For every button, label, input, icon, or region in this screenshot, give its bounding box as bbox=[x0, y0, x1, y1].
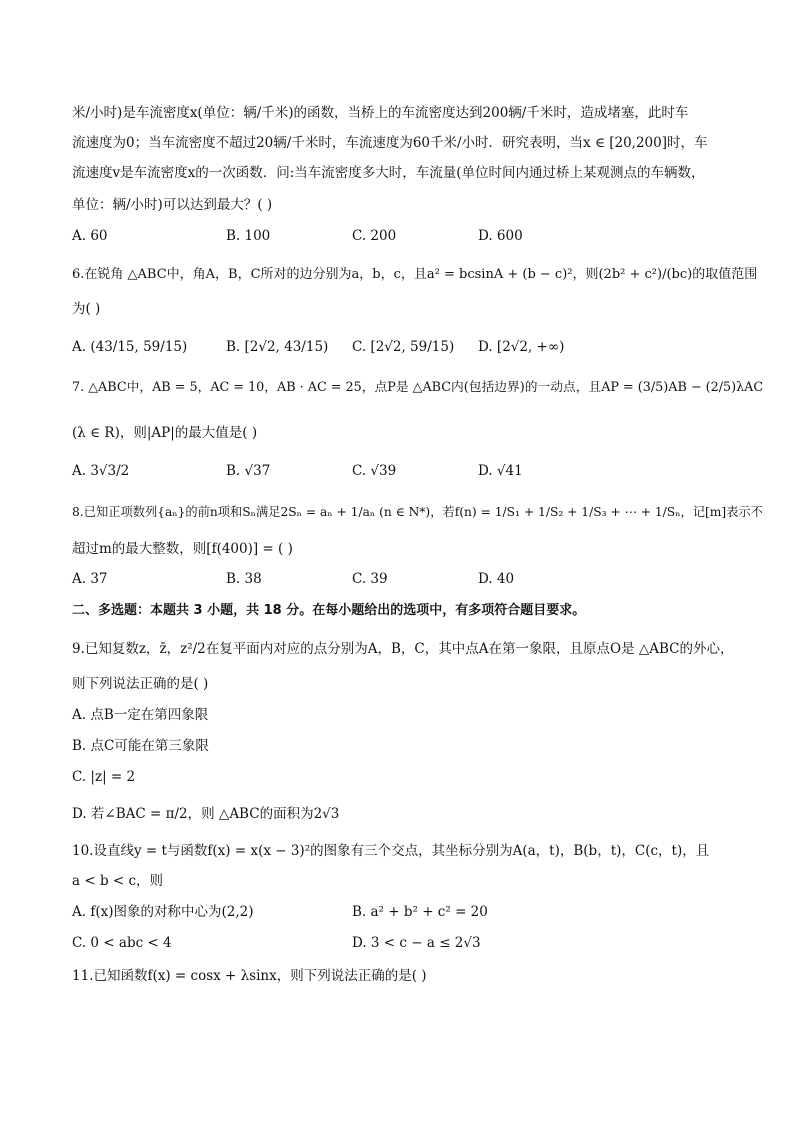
q5-option-d: D. 600 bbox=[478, 228, 523, 244]
q10-option-a: A. f(x)图象的对称中心为(2,2) bbox=[72, 904, 254, 920]
q5-line-3: 流速度v是车流密度x的一次函数．问:当车流密度多大时，车流量(单位时间内通过桥上某观测点的车辆数， bbox=[72, 165, 705, 181]
q7-line-2: (λ ∈ R)，则|AP|的最大值是( ) bbox=[72, 425, 258, 441]
q7-option-a: A. 3√3/2 bbox=[72, 463, 130, 479]
q5-line-2: 流速度为0；当车流密度不超过20辆/千米时，车流速度为60千米/小时．研究表明，当x ∈ [20,200]时，车 bbox=[72, 135, 708, 151]
q8-option-a: A. 37 bbox=[72, 571, 108, 587]
q5-line-4: 单位：辆/小时)可以达到最大？( ) bbox=[72, 197, 273, 213]
q10-line-1: 10.设直线y = t与函数f(x) = x(x − 3)²的图象有三个交点，其坐标分别为A(a，t)，B(b，t)，C(c，t)，且 bbox=[72, 843, 710, 859]
q8-option-b: B. 38 bbox=[226, 571, 262, 587]
q10-option-c: C. 0 < abc < 4 bbox=[72, 935, 172, 951]
q8-line-1: 8.已知正项数列{aₙ}的前n项和Sₙ满足2Sₙ = aₙ + 1/aₙ (n ∈ N*)，若f(n) = 1/S₁ + 1/S₂ + 1/S₃ + ⋯ + 1/Sₙ，记[m]表示不 bbox=[72, 505, 763, 519]
q11-line-1: 11.已知函数f(x) = cosx + λsinx，则下列说法正确的是( ) bbox=[72, 968, 427, 984]
q9-line-1: 9.已知复数z，z̄，z²/2在复平面内对应的点分别为A，B，C，其中点A在第一象限，且原点O是 △ABC的外心， bbox=[72, 641, 734, 657]
q8-option-c: C. 39 bbox=[352, 571, 388, 587]
q7-option-b: B. √37 bbox=[226, 463, 271, 479]
q9-option-b: B. 点C可能在第三象限 bbox=[72, 738, 209, 754]
q5-option-b: B. 100 bbox=[226, 228, 271, 244]
q10-option-d: D. 3 < c − a ≤ 2√3 bbox=[352, 935, 481, 951]
q6-option-c: C. [2√2, 59/15) bbox=[352, 339, 455, 355]
q7-line-1: 7. △ABC中，AB = 5，AC = 10，AB · AC = 25，点P是 △ABC内(包括边界)的一动点，且AP = (3/5)AB − (2/5)λAC bbox=[72, 380, 764, 395]
q6-line-2: 为( ) bbox=[72, 301, 101, 317]
q6-option-d: D. [2√2, +∞) bbox=[478, 339, 565, 355]
q7-option-c: C. √39 bbox=[352, 463, 397, 479]
q9-option-a: A. 点B一定在第四象限 bbox=[72, 707, 209, 723]
q5-option-c: C. 200 bbox=[352, 228, 397, 244]
q5-line-1: 米/小时)是车流密度x(单位：辆/千米)的函数，当桥上的车流密度达到200辆/千米时，造成堵塞，此时车 bbox=[72, 105, 689, 121]
q9-option-d: D. 若∠BAC = π/2，则 △ABC的面积为2√3 bbox=[72, 806, 340, 822]
q9-line-2: 则下列说法正确的是( ) bbox=[72, 676, 209, 692]
q9-option-c: C. |z| = 2 bbox=[72, 769, 136, 785]
q8-line-2: 超过m的最大整数，则[f(400)] = ( ) bbox=[72, 541, 293, 557]
section-heading-multiple-choice: 二、多选题：本题共 3 小题，共 18 分。在每小题给出的选项中，有多项符合题目要求。 bbox=[72, 603, 586, 618]
q8-option-d: D. 40 bbox=[478, 571, 515, 587]
q6-option-a: A. (43/15, 59/15) bbox=[72, 339, 188, 355]
q5-option-a: A. 60 bbox=[72, 228, 108, 244]
q10-line-2: a < b < c，则 bbox=[72, 873, 164, 889]
q6-option-b: B. [2√2, 43/15) bbox=[226, 339, 329, 355]
q10-option-b: B. a² + b² + c² = 20 bbox=[352, 904, 488, 920]
q7-option-d: D. √41 bbox=[478, 463, 523, 479]
q6-line-1: 6.在锐角 △ABC中，角A，B，C所对的边分别为a，b，c，且a² = bcsinA + (b − c)²，则(2b² + c²)/(bc)的取值范围 bbox=[72, 267, 758, 282]
